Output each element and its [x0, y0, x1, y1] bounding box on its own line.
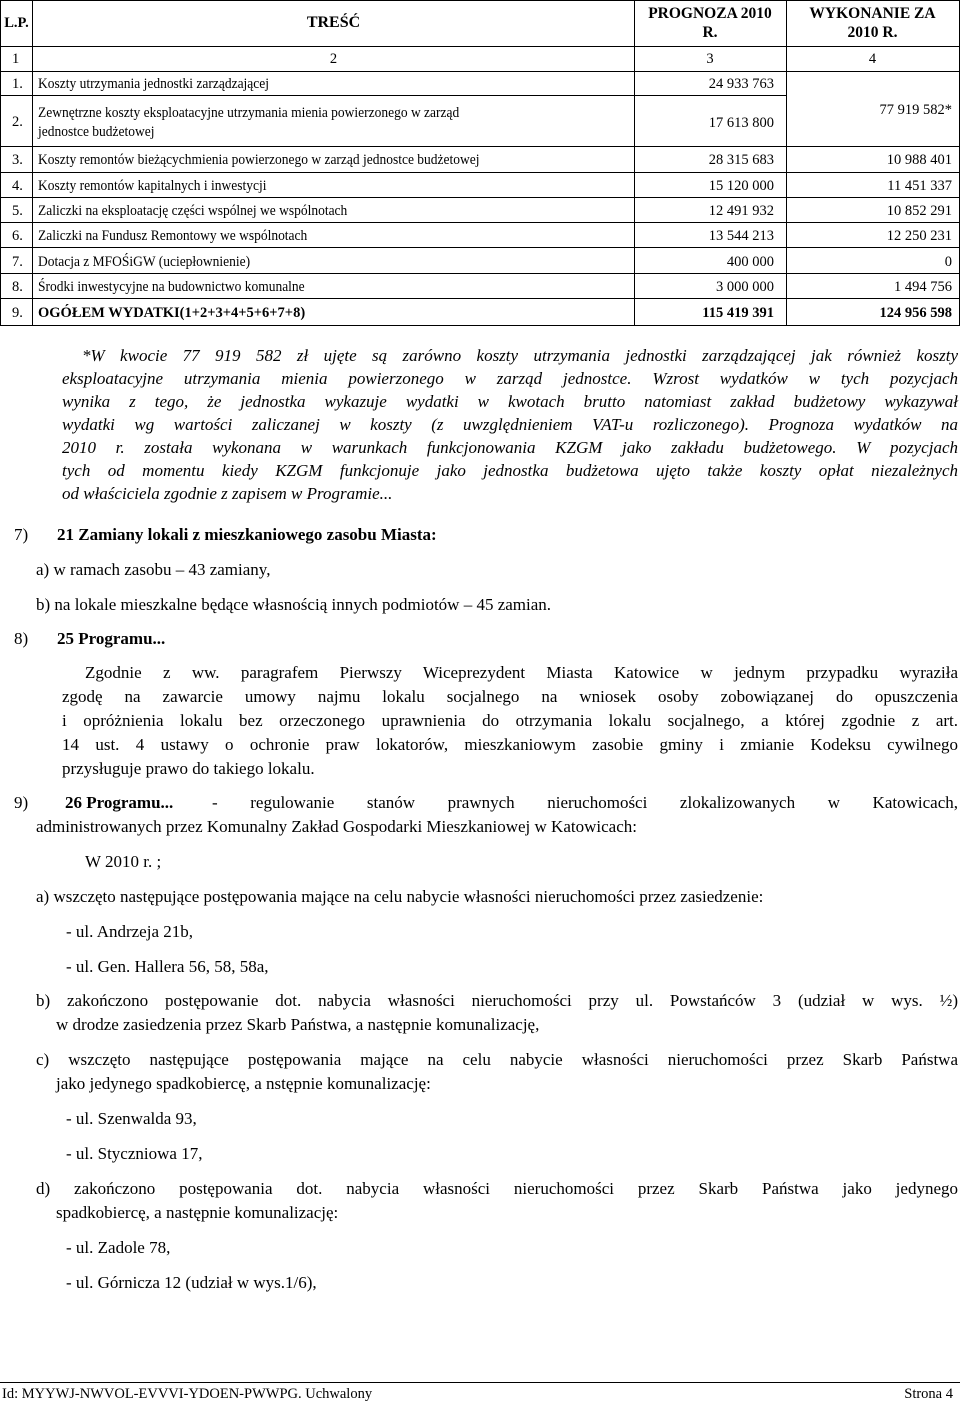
row-wykonanie: 11 451 337	[887, 178, 952, 194]
row-label: Koszty utrzymania jednostki zarządzającej	[38, 76, 270, 92]
row-label: Zaliczki na Fundusz Remontowy we wspólnotach	[38, 228, 308, 244]
row-prognoza-total: 115 419 391	[702, 305, 774, 321]
row-label: Zaliczki na eksploatację części wspólnej we wspólnotach	[38, 203, 348, 219]
footnote-line: *W kwocie 77 919 582 zł ujęte są zarówno koszty utrzymania jednostki zarządzającej jak również koszty	[82, 346, 958, 365]
list-item: b) na lokale mieszkalne będące własnością innych podmiotów – 45 zamian.	[36, 595, 552, 614]
row-number: 2.	[12, 114, 23, 130]
row-prognoza: 3 000 000	[716, 279, 774, 295]
footnote-line: wynika z tego, że jednostka wykazuje wydatki w kwotach brutto natomiast zakład budżetowy wykazywał	[62, 392, 958, 411]
table-border-top	[0, 0, 959, 1]
table-line	[0, 46, 959, 47]
row-number: 3.	[12, 152, 23, 168]
header-wykonanie: WYKONANIE ZA 2010 R.	[809, 5, 936, 41]
table-line	[0, 146, 959, 147]
table-line	[0, 95, 786, 96]
document-id: Id: MYYWJ-NWVOL-EVVVI-YDOEN-PWWPG. Uchwalony	[2, 1386, 373, 1402]
paragraph-line: 14 ust. 4 ustawy o ochronie praw lokatorów, mieszkaniowym zasobie gminy i zmianie Kodeksu cywilnego	[62, 735, 958, 754]
row-prognoza: 15 120 000	[708, 178, 774, 194]
header-lp: L.P.	[4, 15, 29, 31]
table-border-left	[0, 0, 1, 326]
section-number: 8)	[14, 629, 29, 648]
footnote-line: eksploatacyjne utrzymania mienia powierzonego w zarząd jednostce. Wzrost wydatków w tych pozycjach	[62, 369, 958, 388]
row-number: 6.	[12, 228, 23, 244]
table-line	[0, 298, 959, 299]
footnote-line: od właściciela zgodnie z zapisem w Programie...	[62, 484, 393, 503]
row-wykonanie-merged: 77 919 582*	[879, 102, 952, 118]
address-item: - ul. Zadole 78,	[66, 1238, 171, 1257]
table-line	[0, 273, 959, 274]
paragraph-line: administrowanych przez Komunalny Zakład Gospodarki Mieszkaniowej w Katowicach:	[36, 817, 637, 836]
footnote-line: 2010 r. została wykonana w warunkach funkcjonowania KZGM jako zakładu budżetowego. W pozycjach	[62, 438, 958, 457]
footnote-line: wydatki wg wartości zaliczanej w koszty (z uwzględnieniem VAT-u rozliczonego). Prognoza wydatków na	[62, 415, 958, 434]
list-item-cont: jako jedynego spadkobiercę, a nstępnie komunalizację:	[56, 1074, 431, 1093]
row-wykonanie: 10 852 291	[886, 203, 952, 219]
section-title: 25 Programu...	[57, 629, 166, 648]
row-wykonanie: 0	[944, 254, 952, 270]
row-prognoza: 400 000	[726, 254, 774, 270]
table-line	[0, 172, 959, 173]
address-item: - ul. Andrzeja 21b,	[66, 922, 193, 941]
address-item: - ul. Gen. Hallera 56, 58, 58a,	[66, 957, 269, 976]
table-col-line	[32, 0, 33, 326]
row-label: Dotacja z MFOŚiGW (uciepłownienie)	[38, 254, 251, 270]
paragraph-line: i opróżnienia lokalu bez orzeczonego uprawnienia do otrzymania lokalu socjalnego, a której zgodnie z art.	[62, 711, 958, 730]
row-wykonanie-total: 124 956 598	[879, 305, 952, 321]
row-label: Środki inwestycyjne na budownictwo komunalne	[38, 279, 305, 295]
row-number: 1.	[12, 76, 23, 92]
section-title: 26 Programu...	[65, 793, 174, 812]
row-number: 4.	[12, 178, 23, 194]
list-item: a) w ramach zasobu – 43 zamiany,	[36, 560, 271, 579]
header-prognoza: PROGNOZA 2010 R.	[648, 5, 772, 41]
list-item: a) wszczęto następujące postępowania mające na celu nabycie własności nieruchomości przez zasiedzenie:	[36, 887, 764, 906]
table-border-bottom	[0, 325, 959, 326]
row-number: 7.	[12, 254, 23, 270]
colnum: 4	[868, 51, 877, 67]
row-label: Koszty remontów kapitalnych i inwestycji	[38, 178, 267, 194]
footer-rule	[0, 1382, 960, 1383]
section-title: 21 Zamiany lokali z mieszkaniowego zasobu Miasta:	[57, 525, 437, 544]
paragraph-line: - regulowanie stanów prawnych nieruchomości zlokalizowanych w Katowicach,	[212, 793, 958, 812]
list-item-cont: w drodze zasiedzenia przez Skarb Państwa, a następnie komunalizację,	[56, 1015, 540, 1034]
row-prognoza: 24 933 763	[708, 76, 774, 92]
colnum: 2	[329, 51, 338, 67]
row-wykonanie: 1 494 756	[894, 279, 952, 295]
address-item: - ul. Styczniowa 17,	[66, 1144, 203, 1163]
row-prognoza: 17 613 800	[708, 115, 774, 131]
table-line	[0, 247, 959, 248]
row-prognoza: 12 491 932	[708, 203, 774, 219]
table-line	[0, 222, 959, 223]
row-label: Zewnętrzne koszty eksploatacyjne utrzymania mienia powierzonego w zarząd jednostce budżetowej	[38, 105, 460, 140]
table-line	[0, 71, 959, 72]
row-number: 8.	[12, 279, 23, 295]
colnum: 3	[706, 51, 714, 67]
row-number: 9.	[12, 305, 23, 321]
paragraph-line: zgodę na zawarcie umowy najmu lokalu socjalnego na wniosek osoby zobowiązanej do opuszczenia	[62, 687, 958, 706]
page-number: Strona 4	[904, 1386, 953, 1402]
list-item: c) wszczęto następujące postępowania mające na celu nabycie własności nieruchomości przez Skarb Państwa	[36, 1050, 958, 1069]
row-prognoza: 28 315 683	[708, 152, 774, 168]
row-number: 5.	[12, 203, 23, 219]
table-line	[0, 197, 959, 198]
address-item: - ul. Szenwalda 93,	[66, 1109, 197, 1128]
section-number: 9)	[14, 793, 29, 812]
paragraph-line: przysługuje prawo do takiego lokalu.	[62, 759, 315, 778]
list-item-cont: spadkobiercę, a następnie komunalizację:	[56, 1203, 339, 1222]
list-item: d) zakończono postępowania dot. nabycia własności nieruchomości przez Skarb Państwa jako jedynego	[36, 1179, 958, 1198]
row-prognoza: 13 544 213	[708, 228, 774, 244]
paragraph-line: Zgodnie z ww. paragrafem Pierwszy Wiceprezydent Miasta Katowice w jednym przypadku wyraziła	[85, 663, 958, 682]
row-wykonanie: 10 988 401	[886, 152, 952, 168]
footnote-line: tych od momentu kiedy KZGM funkcjonuje jako jednostka budżetowa ujęto także koszty opłat niezależnych	[62, 461, 958, 480]
year-label: W 2010 r. ;	[85, 852, 162, 871]
header-tresc: TREŚĆ	[306, 14, 361, 31]
colnum: 1	[12, 51, 20, 67]
section-number: 7)	[14, 525, 29, 544]
row-label: Koszty remontów bieżącychmienia powierzonego w zarząd jednostce budżetowej	[38, 152, 480, 168]
row-label-total: OGÓŁEM WYDATKI(1+2+3+4+5+6+7+8)	[38, 305, 306, 321]
address-item: - ul. Górnicza 12 (udział w wys.1/6),	[66, 1273, 317, 1292]
row-wykonanie: 12 250 231	[886, 228, 952, 244]
list-item: b) zakończono postępowanie dot. nabycia własności nieruchomości przy ul. Powstańców 3 (udział w wys. ½)	[36, 991, 958, 1010]
